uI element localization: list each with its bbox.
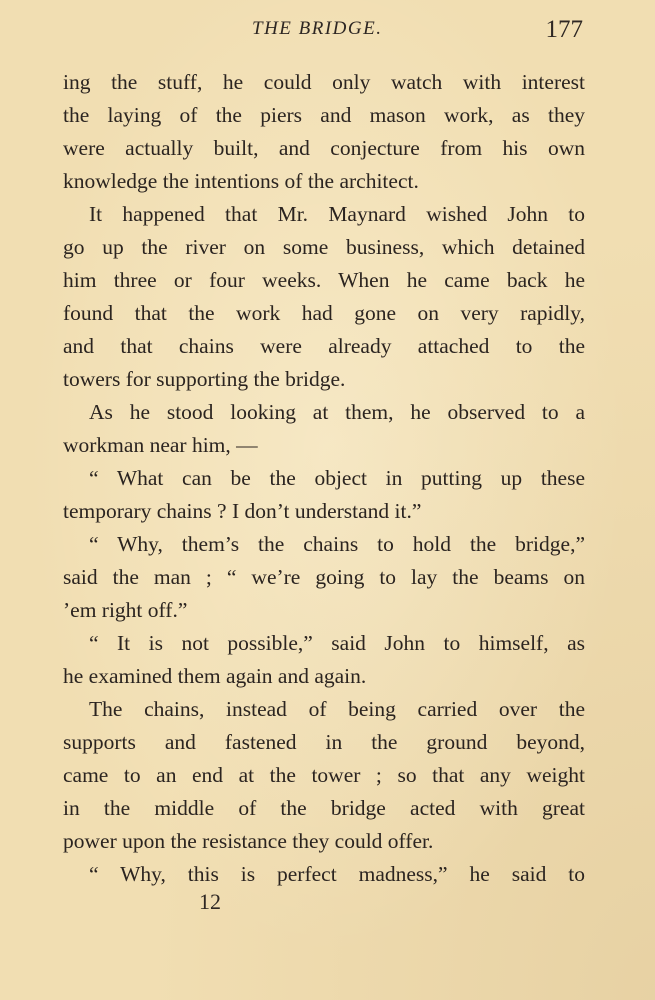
text-line: knowledge the intentions of the architect. — [63, 169, 419, 193]
text-line: temporary chains ? I don’t understand it.” — [63, 499, 422, 523]
text-line: towers for supporting the bridge. — [63, 367, 346, 391]
page-number: 177 — [545, 16, 583, 43]
text-line: were actually built, and conjecture from his own — [63, 136, 585, 160]
text-line: came to an end at the tower ; so that any weight — [63, 763, 585, 787]
paragraph-first-line: “ Why, this is perfect madness,” he said to — [89, 862, 585, 886]
paragraph-first-line: As he stood looking at them, he observed to a — [89, 400, 585, 424]
paragraph-first-line: The chains, instead of being carried over the — [89, 697, 585, 721]
text-line: he examined them again and again. — [63, 664, 367, 688]
text-line: go up the river on some business, which detained — [63, 235, 585, 259]
signature-mark: 12 — [199, 889, 221, 914]
running-title: THE BRIDGE. — [252, 18, 383, 39]
text-line: supports and fastened in the ground beyond, — [63, 730, 585, 754]
text-line: workman near him, — — [63, 433, 258, 457]
text-line: ’em right off.” — [63, 598, 188, 622]
text-line: power upon the resistance they could offer. — [63, 829, 434, 853]
running-head — [0, 16, 655, 50]
body-text — [63, 66, 585, 891]
text-line: him three or four weeks. When he came back he — [63, 268, 585, 292]
paragraph-first-line: “ Why, them’s the chains to hold the bridge,” — [89, 532, 585, 556]
text-line: in the middle of the bridge acted with great — [63, 796, 585, 820]
text-line: the laying of the piers and mason work, as they — [63, 103, 585, 127]
paragraph-first-line: It happened that Mr. Maynard wished John to — [89, 202, 585, 226]
text-line: ing the stuff, he could only watch with interest — [63, 70, 585, 94]
text-line: said the man ; “ we’re going to lay the beams on — [63, 565, 585, 589]
text-line: and that chains were already attached to the — [63, 334, 585, 358]
text-line: found that the work had gone on very rapidly, — [63, 301, 585, 325]
paragraph-first-line: “ What can be the object in putting up these — [89, 466, 585, 490]
paragraph-first-line: “ It is not possible,” said John to himself, as — [89, 631, 585, 655]
